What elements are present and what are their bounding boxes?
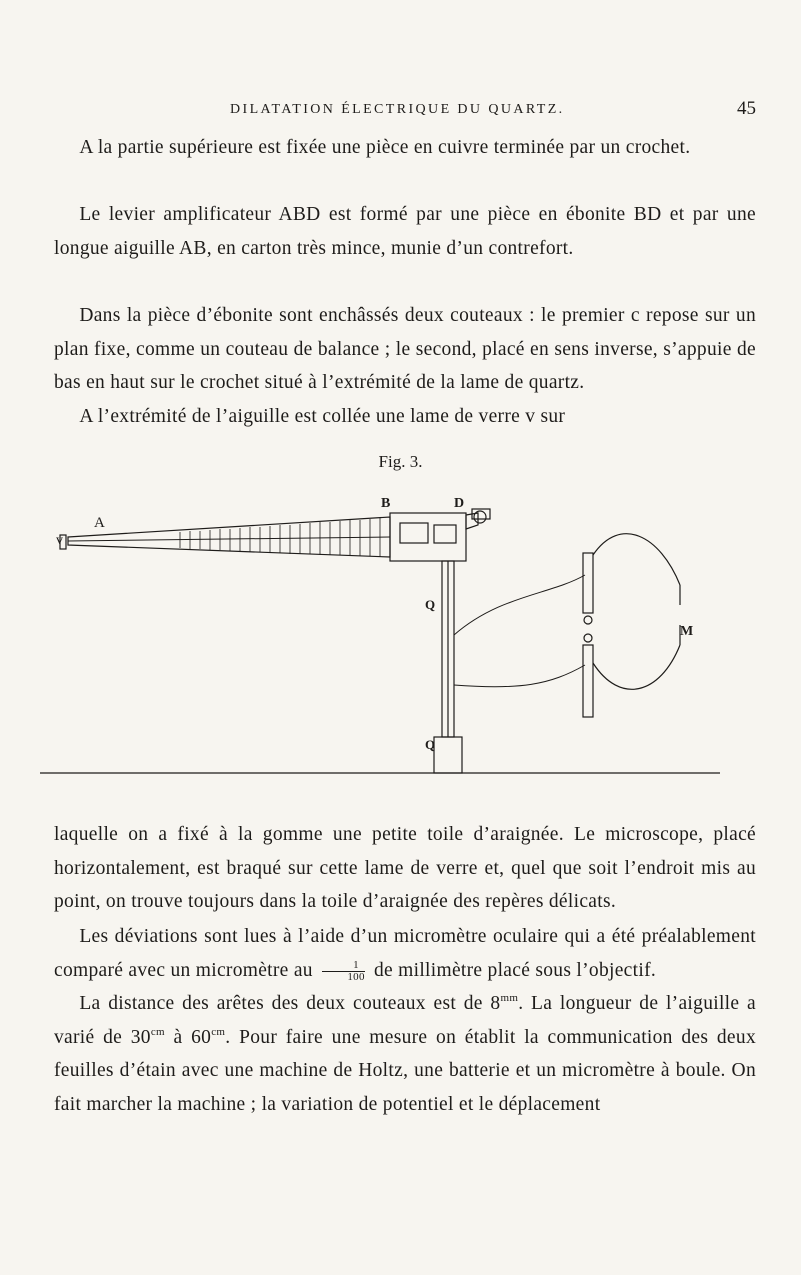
label-M: M — [680, 624, 694, 639]
paragraph-2: Le levier amplificateur ABD est formé par une pièce en ébonite BD et par une longue aiguille AB, en carton très mince, munie d’un contrefort. — [54, 204, 756, 259]
paragraph-6-text-b: de millimètre placé sous l’objectif. — [373, 959, 657, 981]
page-number: 45 — [737, 98, 756, 119]
label-A: A — [94, 515, 105, 531]
label-Q-top: Q — [425, 597, 436, 612]
page-header — [54, 98, 756, 128]
paragraph-6 — [54, 920, 756, 987]
label-Q-bottom: Q — [425, 737, 436, 752]
paragraph-7-text-d: . Pour faire une mesure on établit la communication des deux feuilles d’étain avec une machine de Holtz, une batterie et un micromètre à boule. On fait marcher la machine ; la variation de potentiel et le déplacement — [54, 1026, 756, 1116]
paragraph-6-text-a: Les déviations sont lues à l’aide d’un micromètre oculaire qui a été préalablement comparé avec un micromètre au — [54, 926, 756, 981]
label-v: v — [56, 533, 63, 548]
paragraph-5: laquelle on a fixé à la gomme une petite toile d’araignée. Le microscope, placé horizontalement, est braqué sur cette lame de verre et, quel que soit l’endroit mis au point, on trouve toujours dans la toile d’araignée des repères délicats. — [54, 824, 756, 913]
fraction-denominator: 100 — [347, 970, 365, 983]
paragraph-7-text-a: La distance des arêtes des deux couteaux est de 8 — [79, 993, 501, 1014]
quartz-plate — [434, 561, 462, 773]
paragraph-7-text-c: à 60 — [164, 1026, 212, 1048]
needle-AB — [68, 517, 390, 557]
ball-micrometer — [583, 534, 680, 717]
electrode-wires — [454, 575, 585, 687]
ebonite-piece — [390, 509, 490, 561]
unit-cm-2: cm — [211, 1025, 226, 1038]
label-D: D — [454, 496, 465, 511]
figure-caption: Fig. 3. — [378, 452, 423, 471]
paragraph-7-text-b: . La longueur de l’aiguille a varié de 30 — [54, 993, 756, 1048]
fraction — [322, 960, 365, 983]
unit-mm: mm — [500, 992, 519, 1004]
paragraph-1: A la partie supérieure est fixée une pièce en cuivre terminée par un crochet. — [79, 137, 691, 158]
unit-cm-1: cm — [150, 1025, 165, 1038]
paragraph-7 — [54, 987, 756, 1122]
fraction-numerator: 1 — [322, 960, 365, 972]
label-B: B — [381, 496, 391, 511]
paragraph-3: Dans la pièce d’ébonite sont enchâssés deux couteaux : le premier c repose sur un plan fixe, comme un couteau de balance ; le second, placé en sens inverse, s’appuie de bas en haut sur le crochet situé à l’extrémité de la lame de quartz. — [54, 305, 756, 394]
running-title: DILATATION ÉLECTRIQUE DU QUARTZ. — [230, 102, 565, 117]
paragraph-4: A l’extrémité de l’aiguille est collée une lame de verre v sur — [79, 406, 566, 427]
lever-apparatus-figure — [56, 495, 720, 795]
